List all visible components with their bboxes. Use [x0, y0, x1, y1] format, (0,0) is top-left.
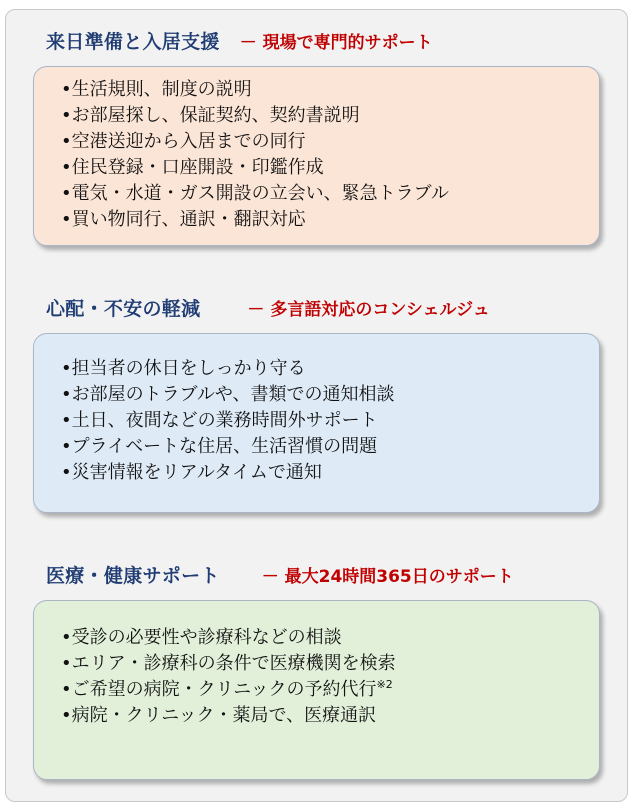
list-item: •お部屋のトラブルや、書類での通知相談	[61, 384, 395, 405]
section-box-medical	[33, 600, 600, 780]
section-title: 心配・不安の軽減	[46, 297, 201, 320]
section-tagline: － 最大24時間365日のサポート	[261, 566, 514, 587]
section-heading-arrival	[46, 25, 433, 55]
list-item: •土日、夜間などの業務時間外サポート	[61, 410, 378, 431]
list-item: •災害情報をリアルタイムで通知	[61, 462, 322, 483]
section-title: 来日準備と入居支援	[46, 30, 220, 53]
section-heading-concierge	[46, 292, 490, 322]
section-tagline: － 多言語対応のコンシェルジュ	[247, 299, 490, 320]
list-item: •病院・クリニック・薬局で、医療通訳	[61, 705, 377, 726]
section-heading-medical	[46, 559, 514, 589]
list-item-text: •ご希望の病院・クリニックの予約代行	[61, 679, 377, 700]
list-item: •エリア・診療科の条件で医療機関を検索	[61, 653, 396, 674]
list-item: •電気・水道・ガス開設の立会い、緊急トラブル	[61, 183, 449, 204]
list-item: •空港送迎から入居までの同行	[61, 131, 306, 152]
list-item: •お部屋探し、保証契約、契約書説明	[61, 105, 360, 126]
section-tagline: － 現場で専門的サポート	[239, 32, 433, 53]
list-item: •担当者の休日をしっかり守る	[61, 358, 306, 379]
section-box-arrival	[33, 66, 600, 246]
list-item: •生活規則、制度の説明	[61, 79, 252, 100]
list-item: •受診の必要性や診療科などの相談	[61, 627, 342, 648]
footnote-marker: ※2	[376, 678, 393, 691]
list-item	[61, 677, 599, 703]
list-item: •住民登録・口座開設・印鑑作成	[61, 157, 324, 178]
section-box-concierge	[33, 333, 600, 513]
section-title: 医療・健康サポート	[46, 564, 220, 587]
list-item: •プライベートな住居、生活習慣の問題	[61, 436, 378, 457]
list-item: •買い物同行、通訳・翻訳対応	[61, 209, 306, 230]
